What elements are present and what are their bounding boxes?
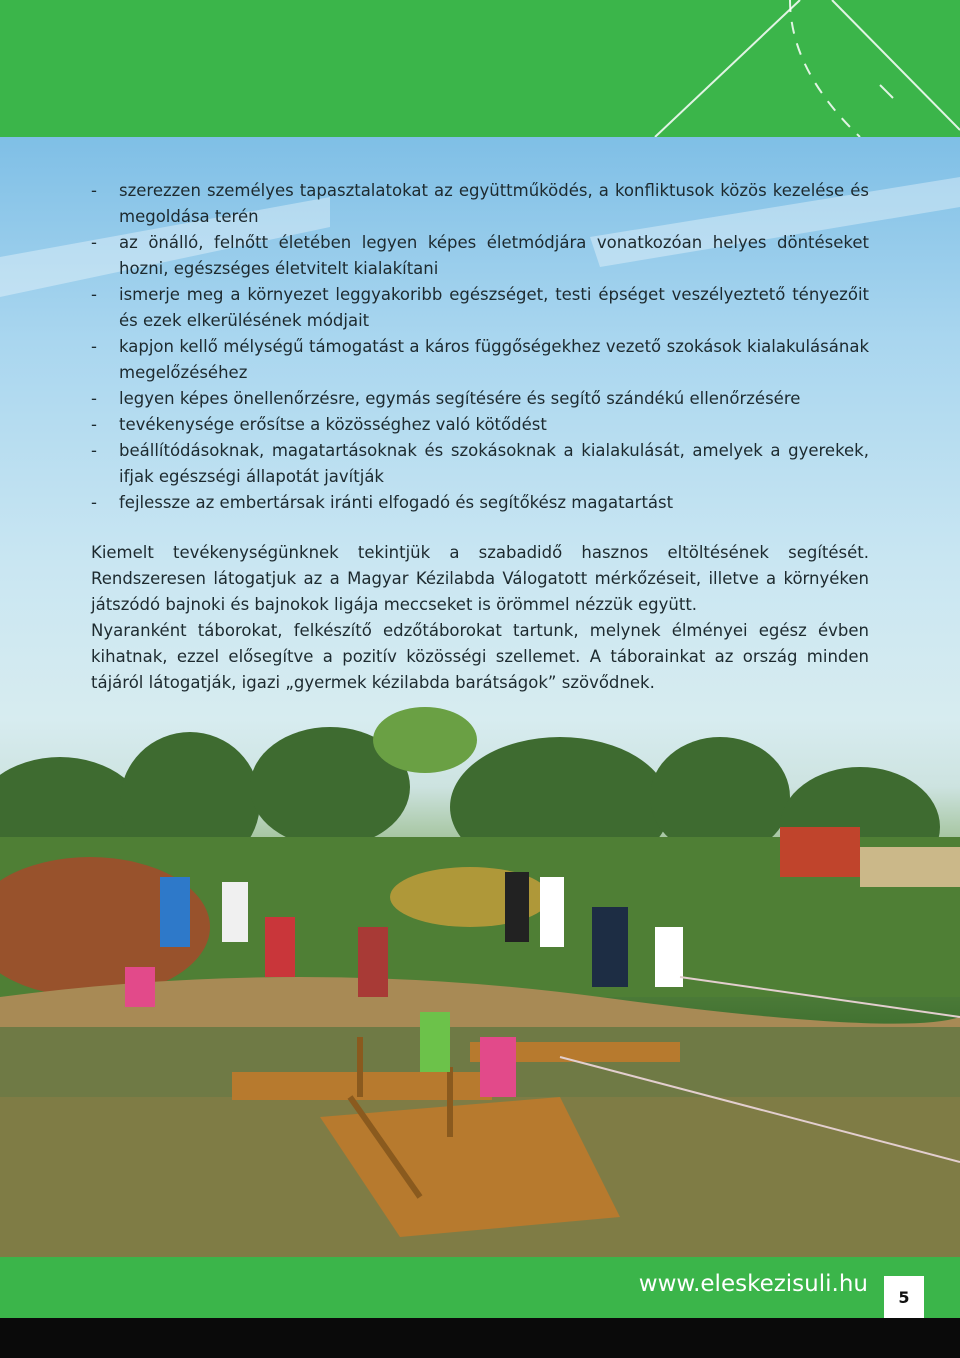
bullet-dash: - [91,285,97,304]
body-text [91,178,869,696]
list-item-text: beállítódásoknak, magatartásoknak és szokásoknak a kialakulását, amelyek a gyerekek, ifjak egészségi állapotát javítják [119,441,869,486]
list-item [91,334,869,386]
list-item-text: tevékenysége erősítse a közösséghez való kötődést [119,415,547,434]
list-item [91,438,869,490]
paragraph-activities: Kiemelt tevékenységünknek tekintjük a szabadidő hasznos eltöltésének segítését. Rendszeresen látogatjuk az a Magyar Kézilabda Válogatott mérkőzéseit, illetve a környéken játszódó bajnoki és bajnokok ligája meccseket is örömmel nézzük együtt. [91,543,869,614]
bullet-dash: - [91,389,97,408]
list-item [91,490,869,516]
bullet-dash: - [91,493,97,512]
list-item-text: legyen képes önellenőrzésre, egymás segítésére és segítő szándékú ellenőrzésére [119,389,801,408]
bullet-dash: - [91,415,97,434]
bullet-dash: - [91,233,97,252]
header-band [0,0,960,137]
list-item-text: fejlessze az embertársak iránti elfogadó és segítőkész magatartást [119,493,674,512]
bottom-strip [0,1318,960,1358]
footer-band [0,1257,960,1318]
bullet-dash: - [91,337,97,356]
list-item [91,178,869,230]
bullet-dash: - [91,181,97,200]
list-item-text: szerezzen személyes tapasztalatokat az együttműködés, a konfliktusok közös kezelése és megoldása terén [119,181,869,226]
bullet-dash: - [91,441,97,460]
list-item [91,412,869,438]
goals-list [91,178,869,516]
list-item [91,230,869,282]
page-number: 5 [884,1276,924,1318]
website-link[interactable]: www.eleskezisuli.hu [638,1271,868,1297]
paragraph-camps: Nyaranként táborokat, felkészítő edzőtáborokat tartunk, melynek élményei egész évben kihatnak, ezzel elősegítve a pozitív közösségi szellemet. A táborainkat az ország minden tájáról látogatják, igazi „gyermek kézilabda barátságok” szövődnek. [91,621,869,692]
list-item-text: az önálló, felnőtt életében legyen képes életmódjára vonatkozóan helyes döntéseket hozni, egészséges életvitelt kialakítani [119,233,869,278]
list-item-text: kapjon kellő mélységű támogatást a káros függőségekhez vezető szokások kialakulásának megelőzéséhez [119,337,869,382]
list-item [91,386,869,412]
list-item-text: ismerje meg a környezet leggyakoribb egészséget, testi épséget veszélyeztető tényezőit és ezek elkerülésének módjait [119,285,869,330]
list-item [91,282,869,334]
handball-court-lines [0,0,960,137]
